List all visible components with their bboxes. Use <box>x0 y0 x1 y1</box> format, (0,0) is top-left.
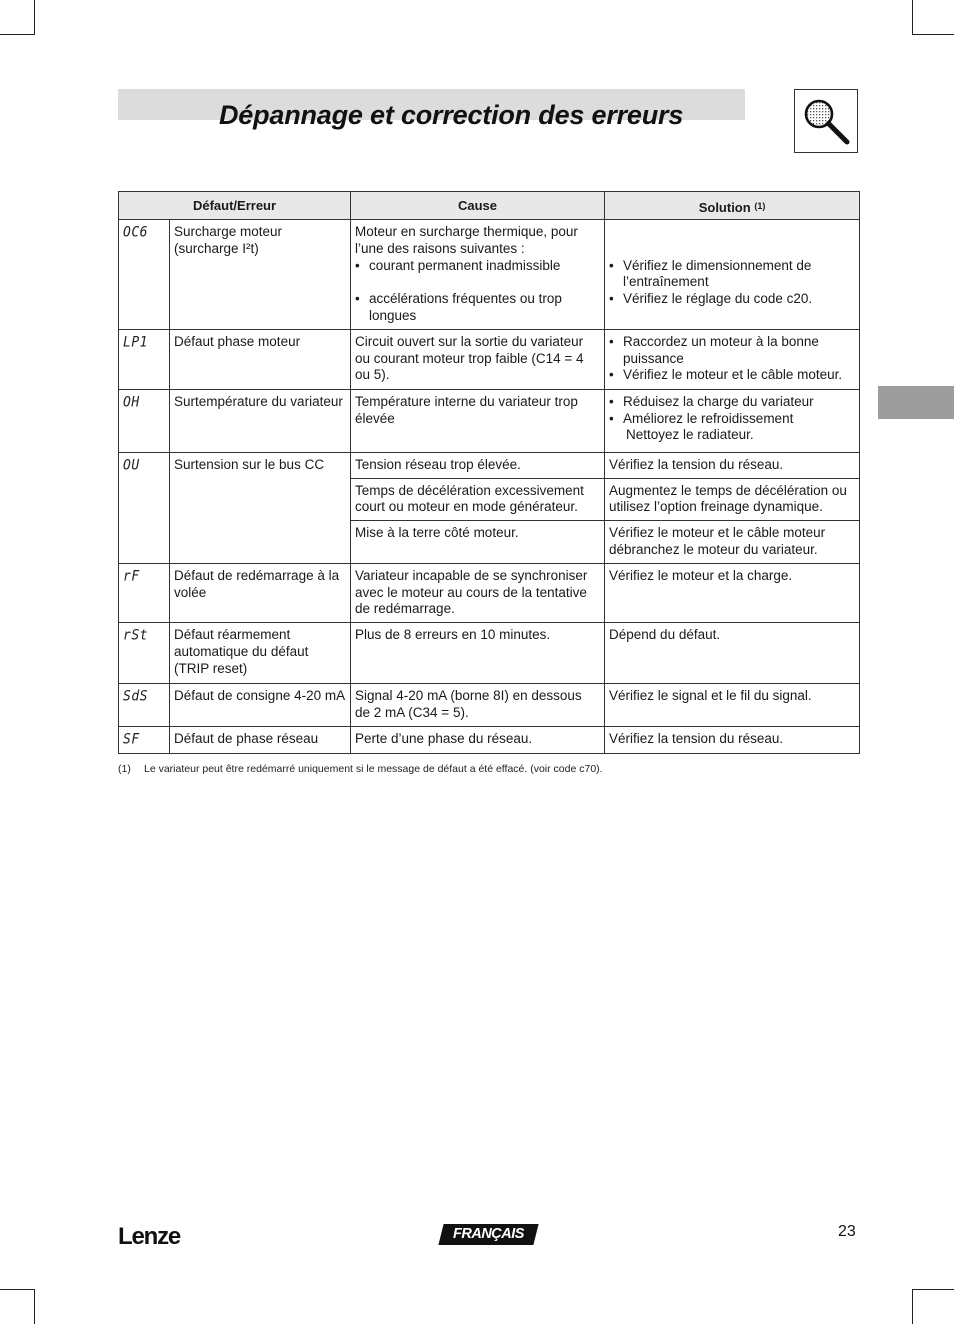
fault-description: Défaut phase moteur <box>170 329 351 389</box>
cause-cell: Température interne du variateur trop élevée <box>351 389 605 452</box>
solution-cell: Vérifiez la tension du réseau. <box>605 726 860 753</box>
fault-description: Défaut de phase réseau <box>170 726 351 753</box>
solution-cell: Dépend du défaut. <box>605 623 860 684</box>
cause-header: Cause <box>351 192 605 220</box>
fault-description: Défaut de redémarrage à la volée <box>170 563 351 622</box>
footnote <box>118 763 603 775</box>
table-row <box>119 563 860 622</box>
table-header-row <box>119 192 860 220</box>
crop-mark <box>912 34 954 35</box>
cause-cell: Mise à la terre côté moteur. <box>351 521 605 564</box>
footnote-text: Le variateur peut être redémarré uniquement si le message de défaut a été effacé. (voir code c70). <box>144 763 603 775</box>
table-row <box>119 329 860 389</box>
fault-code: LP1 <box>119 329 170 389</box>
table-row <box>119 726 860 753</box>
solution-cell: • Réduisez la charge du variateur • Améliorez le refroidissement Nettoyez le radiateur. <box>605 389 860 452</box>
cause-cell: Perte d’une phase du réseau. <box>351 726 605 753</box>
cause-cell: Plus de 8 erreurs en 10 minutes. <box>351 623 605 684</box>
fault-code: SdS <box>119 684 170 727</box>
solution-cell: Augmentez le temps de décélération ou utilisez l’option freinage dynamique. <box>605 478 860 521</box>
table-row <box>119 389 860 452</box>
solution-cell: • Raccordez un moteur à la bonne puissance • Vérifiez le moteur et le câble moteur. <box>605 329 860 389</box>
table-row <box>119 684 860 727</box>
fault-code: rSt <box>119 623 170 684</box>
crop-mark <box>912 0 913 35</box>
section-tab <box>878 386 954 419</box>
crop-mark <box>0 1289 35 1290</box>
cause-cell: Moteur en surcharge thermique, pour l’une des raisons suivantes : • courant permanent inadmissible • accélérations fréquentes ou trop longues <box>351 220 605 330</box>
cause-cell: Tension réseau trop élevée. <box>351 452 605 478</box>
solution-header: Solution $^{(1)}$ <box>605 192 860 220</box>
crop-mark <box>912 1289 954 1290</box>
solution-cell: • Vérifiez le dimensionnement de l’entraînement • Vérifiez le réglage du code c20. <box>605 220 860 330</box>
language-label: FRANÇAIS <box>453 1226 524 1242</box>
error-table <box>118 191 860 754</box>
fault-description: Défaut réarmement automatique du défaut (TRIP reset) <box>170 623 351 684</box>
page-number: 23 <box>838 1223 856 1240</box>
fault-header: Défaut/Erreur <box>119 192 351 220</box>
fault-code: OU <box>119 452 170 563</box>
solution-cell: Vérifiez la tension du réseau. <box>605 452 860 478</box>
lenze-logo: Lenze <box>118 1223 181 1250</box>
table-row <box>119 220 860 330</box>
cause-cell: Signal 4-20 mA (borne 8I) en dessous de 2 mA (C34 = 5). <box>351 684 605 727</box>
table-row <box>119 623 860 684</box>
solution-cell: Vérifiez le signal et le fil du signal. <box>605 684 860 727</box>
fault-description: Défaut de consigne 4-20 mA <box>170 684 351 727</box>
page-title: Dépannage et correction des erreurs <box>219 100 684 130</box>
solution-cell: Vérifiez le moteur et la charge. <box>605 563 860 622</box>
crop-mark <box>912 1289 913 1324</box>
table-row <box>119 452 860 478</box>
fault-code: OC6 <box>119 220 170 330</box>
fault-description: Surcharge moteur (surcharge I²t) <box>170 220 351 330</box>
fault-description: Surtension sur le bus CC <box>170 452 351 563</box>
fault-code: OH <box>119 389 170 452</box>
cause-cell: Variateur incapable de se synchroniser avec le moteur au cours de la tentative de redémarrage. <box>351 563 605 622</box>
crop-mark <box>0 34 35 35</box>
troubleshooting-icon-box <box>794 89 858 153</box>
fault-code: SF <box>119 726 170 753</box>
crop-mark <box>34 1289 35 1324</box>
cause-cell: Temps de décélération excessivement court ou moteur en mode générateur. <box>351 478 605 521</box>
footnote-mark: (1) <box>118 763 131 775</box>
magnifier-icon <box>795 90 857 152</box>
fault-code: rF <box>119 563 170 622</box>
crop-mark <box>34 0 35 35</box>
cause-cell: Circuit ouvert sur la sortie du variateur ou courant moteur trop faible (C14 = 4 ou 5). <box>351 329 605 389</box>
solution-cell: Vérifiez le moteur et le câble moteur débranchez le moteur du variateur. <box>605 521 860 564</box>
fault-description: Surtempérature du variateur <box>170 389 351 452</box>
